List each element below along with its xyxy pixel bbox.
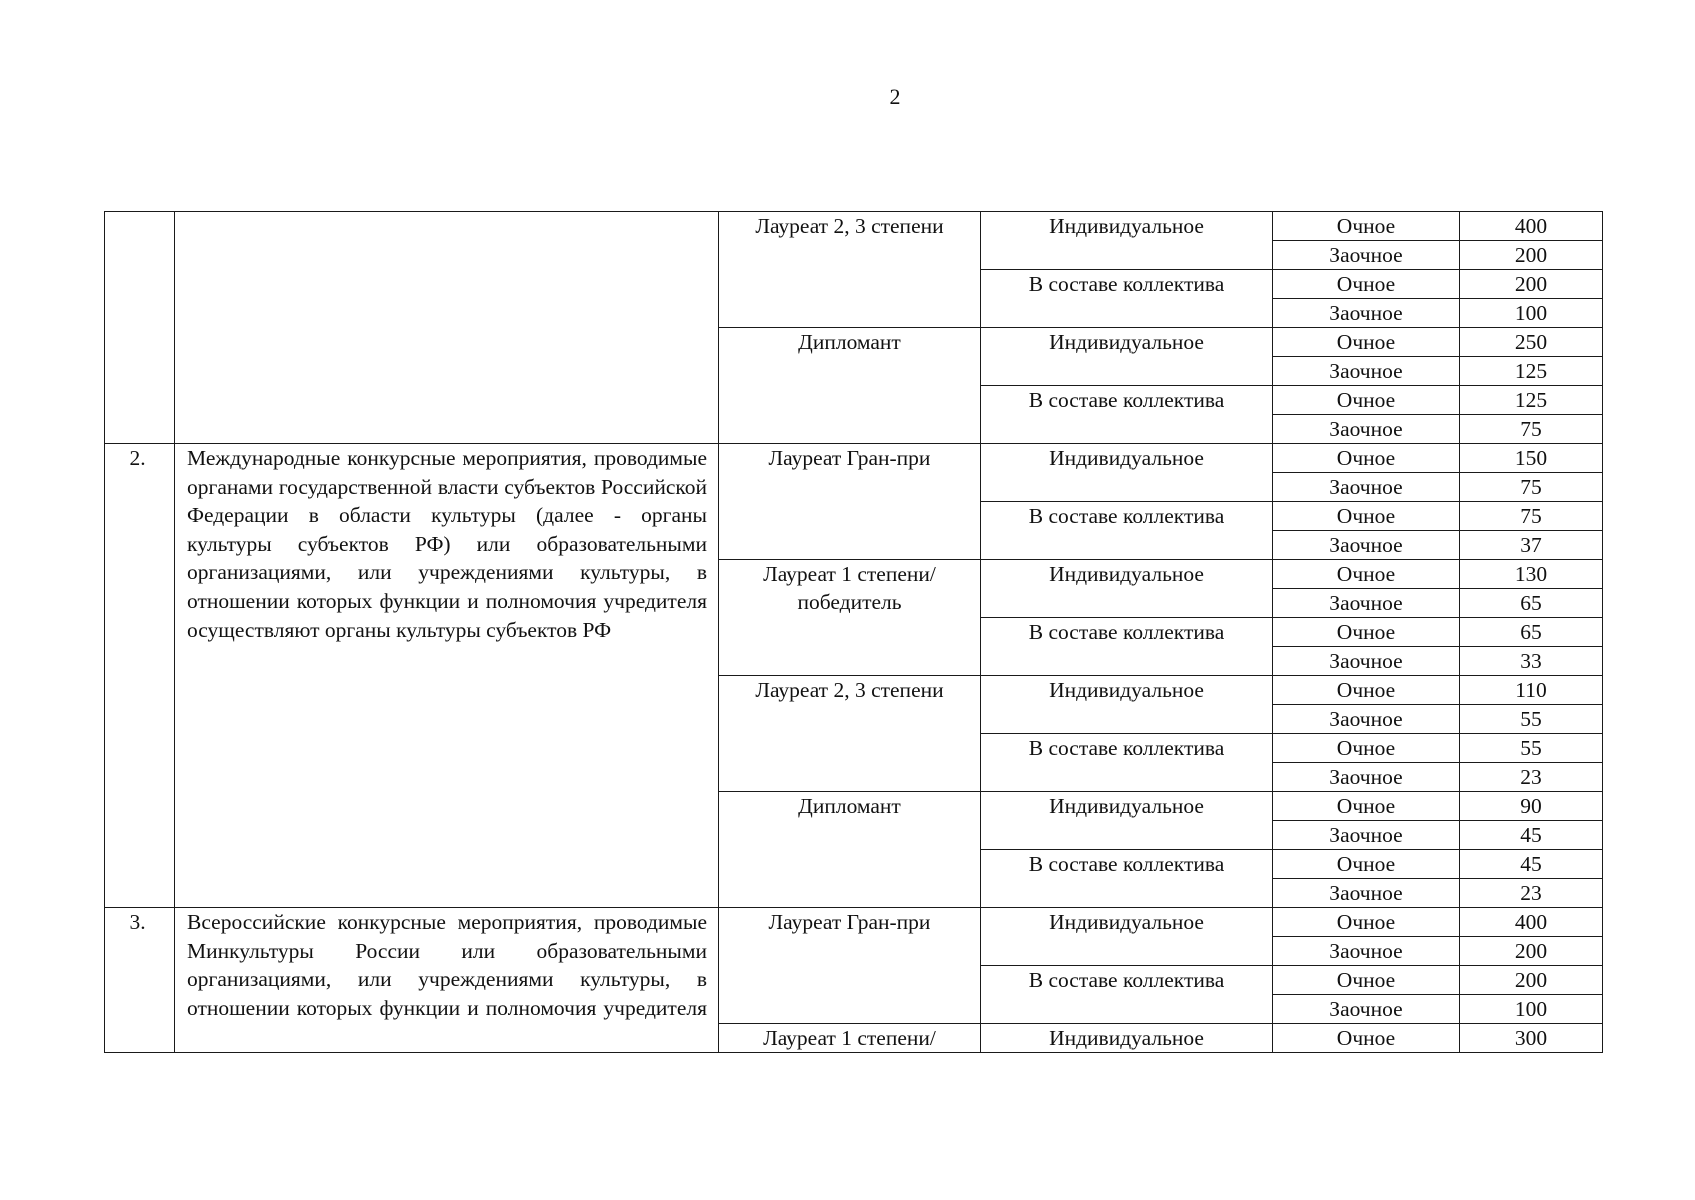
participation-form: Очное [1273,908,1460,937]
participation-form: Заочное [1273,241,1460,270]
section-description-text: Международные конкурсные мероприятия, проводимые органами государственной власти субъектов Российской Федерации в области культуры (далее - органы культуры субъектов РФ) или образовательными организациями, или учреждениями культуры, в отношении которых функции и полномочия учредителя осуществляют органы культуры субъектов РФ [187,446,707,642]
section-number: 2. [105,444,175,908]
award-level: Лауреат Гран-при [719,908,981,1024]
participation-form: Очное [1273,212,1460,241]
participation-type: В составе коллектива [981,270,1273,328]
points-value: 200 [1460,270,1603,299]
table-body [105,212,1603,1053]
points-value: 55 [1460,734,1603,763]
participation-type: В составе коллектива [981,966,1273,1024]
points-value: 130 [1460,560,1603,589]
participation-form: Очное [1273,734,1460,763]
participation-form: Очное [1273,1024,1460,1053]
points-value: 45 [1460,850,1603,879]
participation-form: Очное [1273,850,1460,879]
participation-form: Заочное [1273,299,1460,328]
participation-form: Заочное [1273,937,1460,966]
points-value: 23 [1460,763,1603,792]
participation-form: Заочное [1273,473,1460,502]
points-value: 150 [1460,444,1603,473]
award-level: Лауреат 1 степени/ победитель [719,560,981,676]
points-value: 75 [1460,473,1603,502]
participation-type: Индивидуальное [981,676,1273,734]
participation-type: Индивидуальное [981,792,1273,850]
section-description-text: Всероссийские конкурсные мероприятия, проводимые Минкультуры России или образовательными организациями, или учреждениями культуры, в отношении которых функции и полномочия учредителя [187,910,707,1020]
participation-form: Очное [1273,502,1460,531]
section-number: 3. [105,908,175,1053]
points-value: 33 [1460,647,1603,676]
table-row [105,212,1603,241]
participation-form: Заочное [1273,995,1460,1024]
table-row [105,908,1603,937]
award-level: Лауреат 2, 3 степени [719,676,981,792]
participation-type: В составе коллектива [981,386,1273,444]
participation-form: Заочное [1273,705,1460,734]
points-value: 65 [1460,618,1603,647]
awards-points-table [104,211,1603,1053]
points-value: 37 [1460,531,1603,560]
participation-type: Индивидуальное [981,908,1273,966]
participation-form: Очное [1273,618,1460,647]
participation-form: Очное [1273,328,1460,357]
section-description [175,212,719,444]
participation-type: Индивидуальное [981,212,1273,270]
participation-form: Заочное [1273,531,1460,560]
award-level: Лауреат 1 степени/ [719,1024,981,1053]
participation-form: Очное [1273,444,1460,473]
participation-form: Заочное [1273,357,1460,386]
points-value: 75 [1460,415,1603,444]
participation-form: Заочное [1273,879,1460,908]
participation-form: Очное [1273,560,1460,589]
award-level: Дипломант [719,792,981,908]
participation-type: В составе коллектива [981,502,1273,560]
points-value: 400 [1460,908,1603,937]
points-value: 55 [1460,705,1603,734]
award-level: Лауреат Гран-при [719,444,981,560]
participation-form: Заочное [1273,821,1460,850]
points-value: 250 [1460,328,1603,357]
award-level: Дипломант [719,328,981,444]
points-value: 65 [1460,589,1603,618]
points-value: 400 [1460,212,1603,241]
points-value: 200 [1460,966,1603,995]
participation-type: Индивидуальное [981,560,1273,618]
points-value: 300 [1460,1024,1603,1053]
points-value: 45 [1460,821,1603,850]
participation-form: Заочное [1273,647,1460,676]
points-value: 200 [1460,241,1603,270]
section-description [175,444,719,908]
points-value: 100 [1460,299,1603,328]
section-description [175,908,719,1053]
points-value: 125 [1460,357,1603,386]
participation-type: Индивидуальное [981,444,1273,502]
participation-type: Индивидуальное [981,328,1273,386]
participation-form: Очное [1273,966,1460,995]
page-number: 2 [889,84,901,109]
participation-form: Очное [1273,270,1460,299]
participation-type: В составе коллектива [981,850,1273,908]
points-value: 200 [1460,937,1603,966]
participation-type: В составе коллектива [981,618,1273,676]
points-value: 125 [1460,386,1603,415]
points-value: 75 [1460,502,1603,531]
participation-type: Индивидуальное [981,1024,1273,1053]
points-value: 90 [1460,792,1603,821]
participation-type: В составе коллектива [981,734,1273,792]
section-number [105,212,175,444]
points-value: 110 [1460,676,1603,705]
participation-form: Очное [1273,792,1460,821]
participation-form: Заочное [1273,763,1460,792]
participation-form: Заочное [1273,589,1460,618]
participation-form: Заочное [1273,415,1460,444]
award-level: Лауреат 2, 3 степени [719,212,981,328]
table-row [105,444,1603,473]
points-value: 23 [1460,879,1603,908]
participation-form: Очное [1273,676,1460,705]
participation-form: Очное [1273,386,1460,415]
points-value: 100 [1460,995,1603,1024]
